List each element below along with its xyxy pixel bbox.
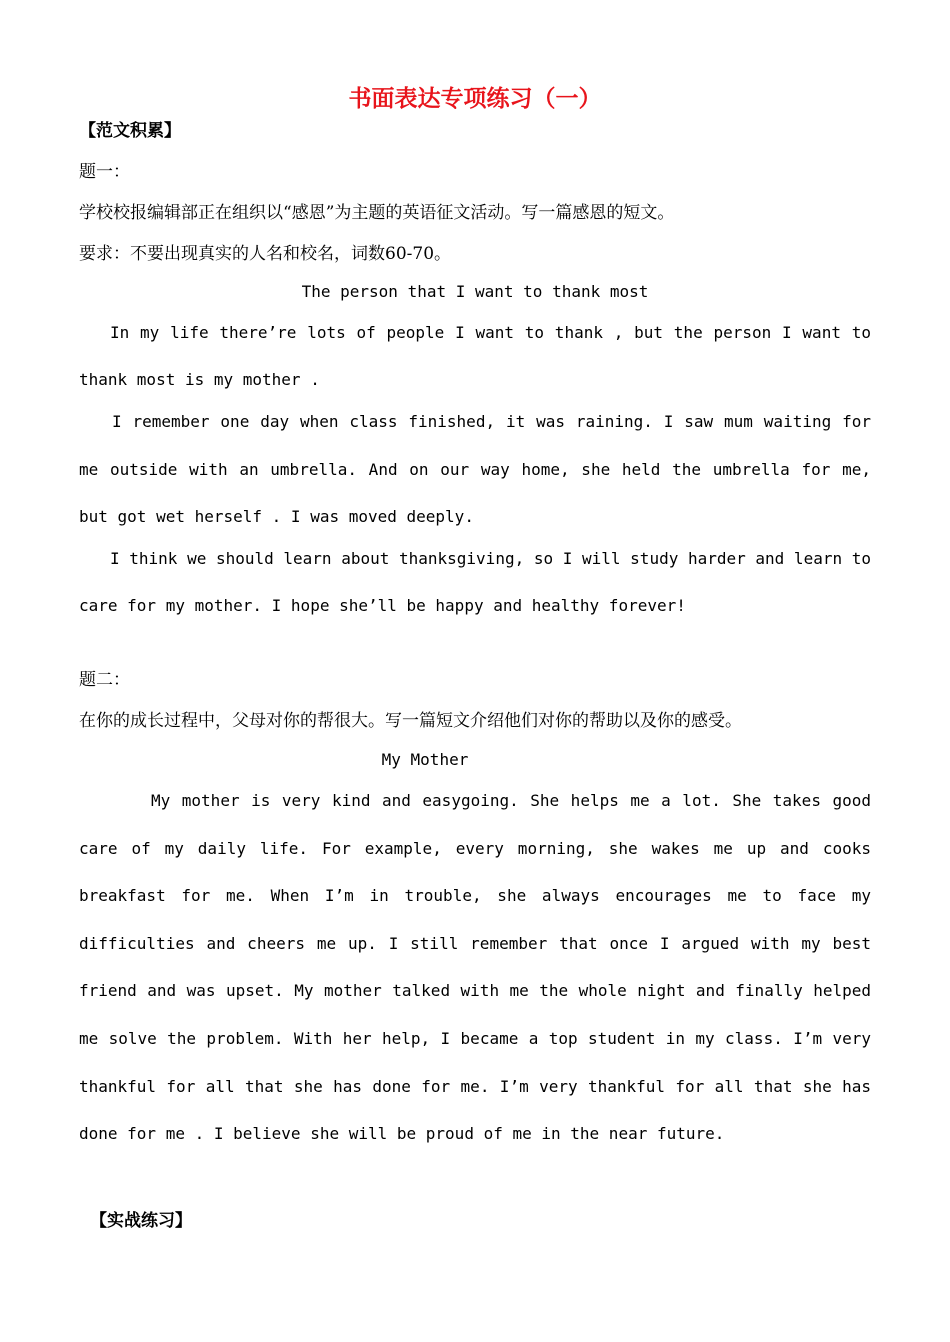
question-2-prompt: 在你的成长过程中，父母对你的帮很大。写一篇短文介绍他们对你的帮助以及你的感受。 (79, 711, 742, 731)
essay-1-title: The person that I want to thank most (301, 282, 649, 301)
essay-1-paragraph-3: I think we should learn about thanksgiving, so I will study harder and learn to care for my mother. I hope she’ll be happy and healthy forever! (79, 549, 871, 615)
essay-2-title: My Mother (381, 750, 469, 769)
page-title: 书面表达专项练习（一） (348, 85, 602, 112)
section-heading-model-essays: 【范文积累】 (79, 121, 181, 141)
essay-2-paragraph-1: My mother is very kind and easygoing. She helps me a lot. She takes good care of my daily life. For example, every morning, she wakes me up and cooks breakfast for me. When I’m in trouble, she always encourages me to face my difficulties and cheers me up. I still remember that once I argued with my best friend and was upset. My mother talked with me the whole night and finally helped me solve the problem. With her help, I became a top student in my class. I’m very thankful for all that she has done for me. I’m very thankful for all that she has done for me . I believe she will be proud of me in the near future. (79, 791, 871, 1144)
question-1-requirements: 要求：不要出现真实的人名和校名，词数60-70。 (79, 244, 452, 264)
essay-1-paragraph-1: In my life there’re lots of people I want to thank , but the person I want to thank most is my mother . (79, 323, 871, 389)
section-heading-practice: 【实战练习】 (90, 1211, 192, 1231)
question-2-label: 题二： (79, 670, 130, 690)
question-1-label: 题一： (79, 162, 130, 182)
essay-1-paragraph-2: I remember one day when class finished, it was raining. I saw mum waiting for me outside with an umbrella. And on our way home, she held the umbrella for me, but got wet herself . I was moved deeply. (79, 412, 871, 526)
question-1-prompt: 学校校报编辑部正在组织以“感恩”为主题的英语征文活动。写一篇感恩的短文。 (79, 203, 675, 223)
